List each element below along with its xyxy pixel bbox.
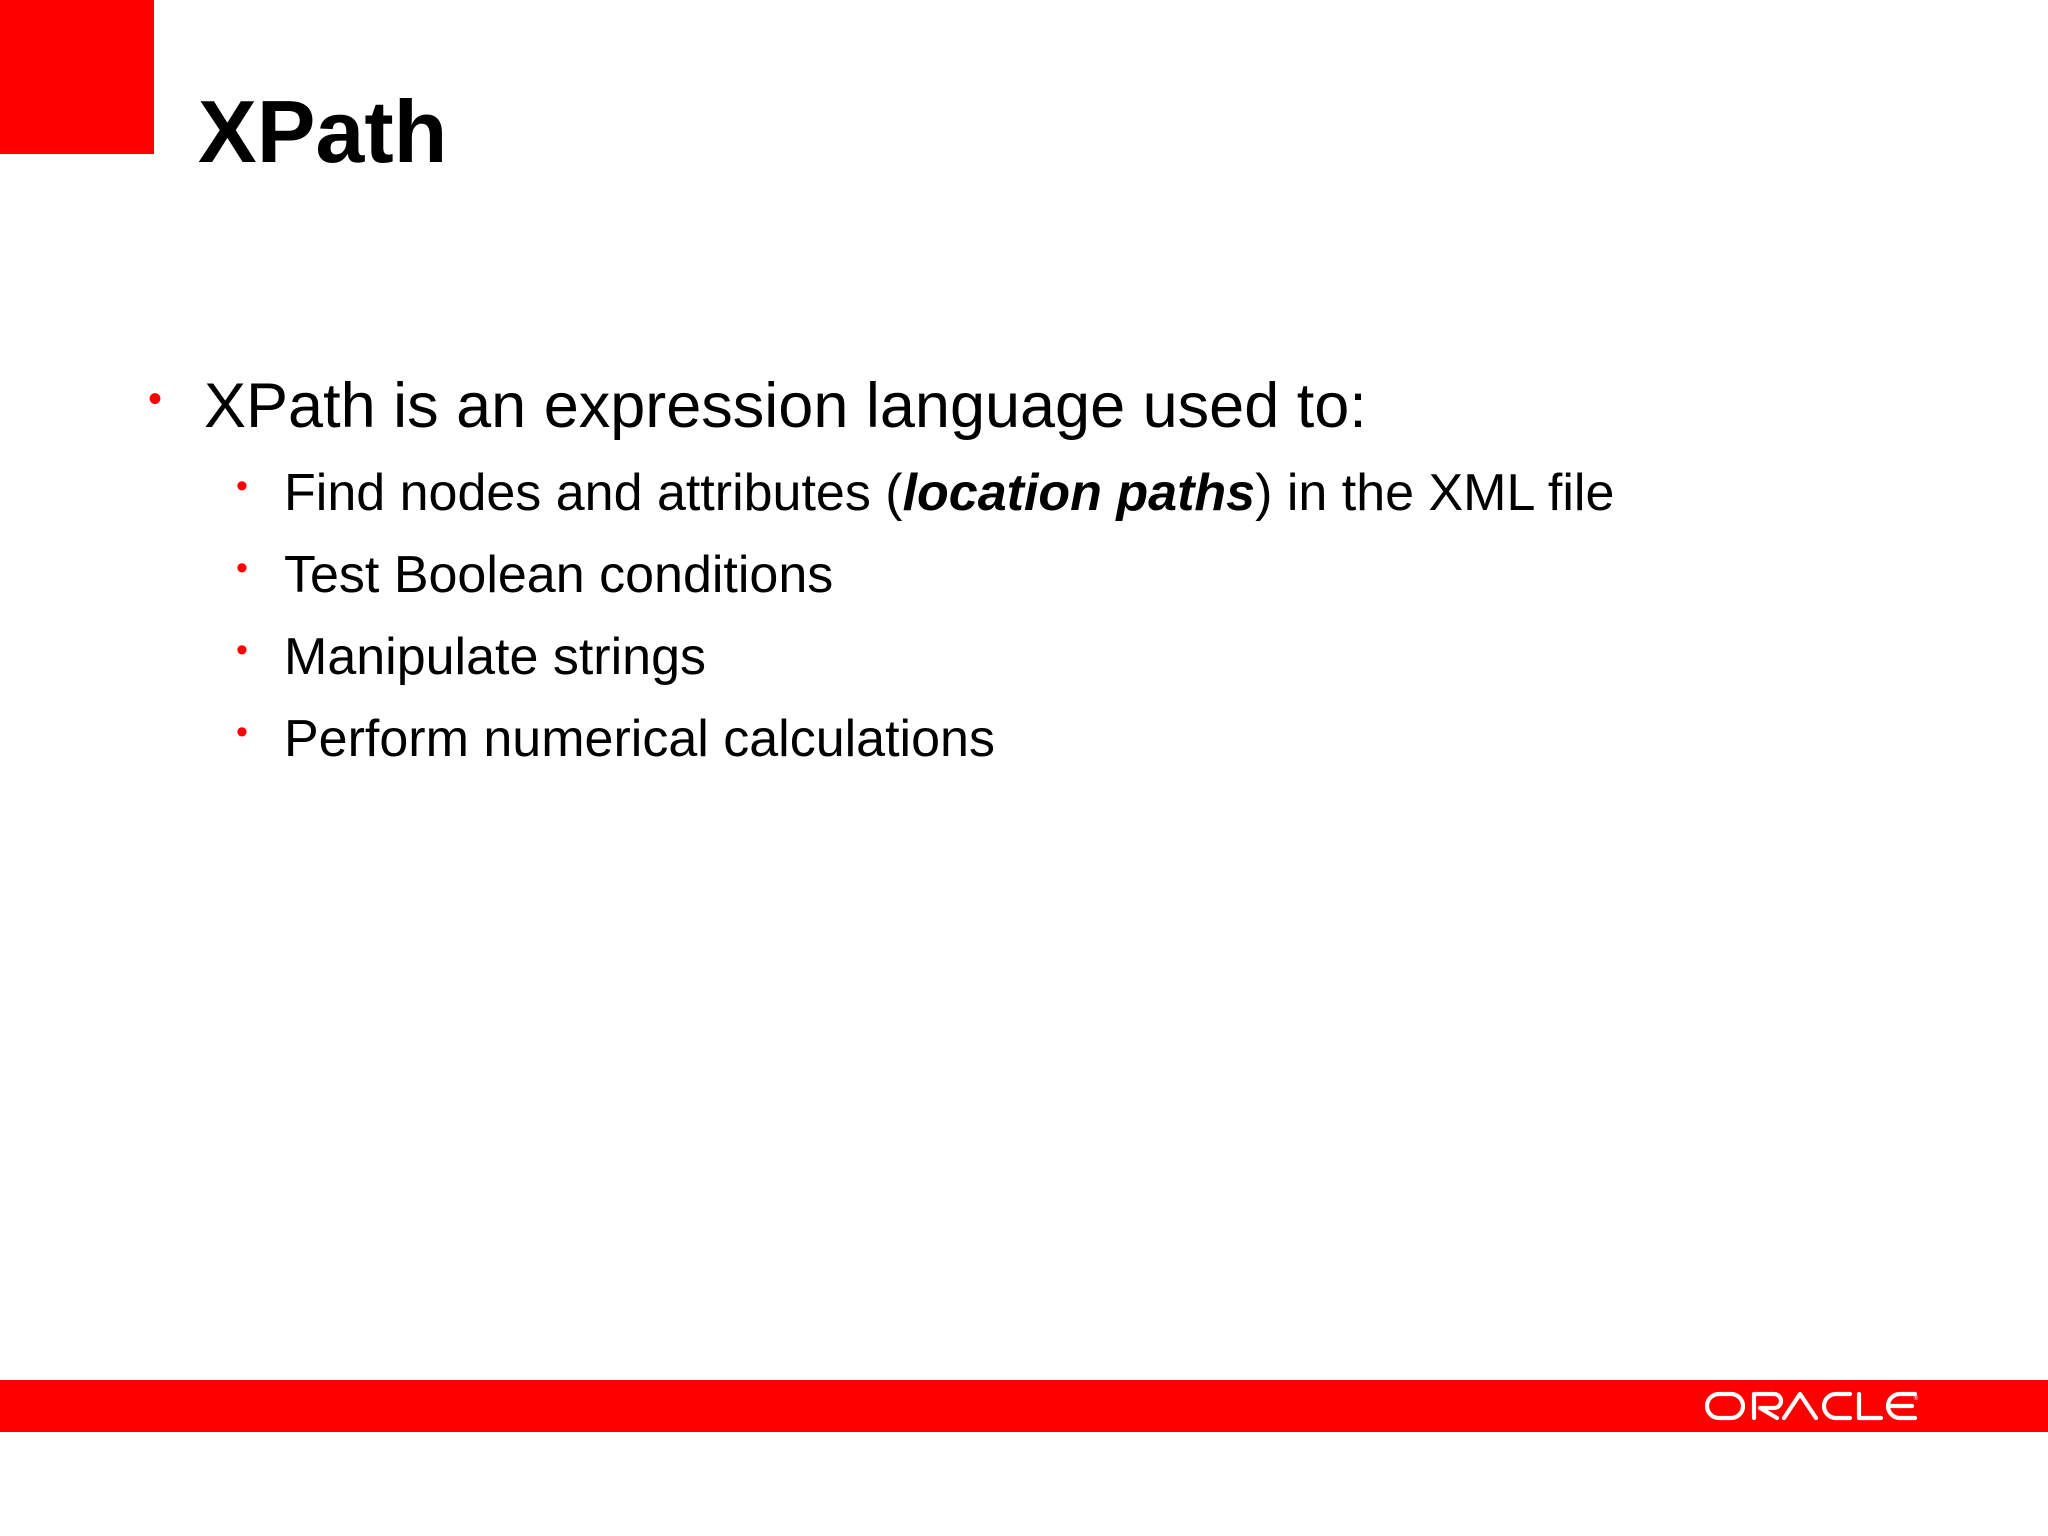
corner-accent-block	[0, 0, 154, 154]
sub-bullet-text: Test Boolean conditions	[284, 546, 834, 604]
sub-bullet-text-after: ) in the XML file	[1255, 464, 1615, 522]
slide-title: XPath	[198, 82, 448, 181]
bullet-dot-icon: •	[236, 467, 248, 505]
svg-text:®: ®	[1913, 1395, 1919, 1402]
sub-bullet-emphasis: location paths	[902, 464, 1256, 522]
bullet-dot-icon: •	[148, 377, 163, 421]
sub-bullet-text-before: Find nodes and attributes (	[284, 464, 903, 522]
slide-content	[148, 366, 1968, 780]
bullet-dot-icon: •	[236, 631, 248, 669]
sub-bullet-text: Perform numerical calculations	[284, 710, 995, 768]
sub-bullet-text: Manipulate strings	[284, 628, 706, 686]
oracle-logo-icon	[1704, 1391, 1920, 1421]
oracle-logo	[1704, 1380, 1920, 1432]
bullet-item	[148, 366, 1968, 446]
sub-bullet-item	[236, 616, 1968, 698]
sub-bullet-item	[236, 452, 1968, 534]
sub-bullet-list	[148, 452, 1968, 780]
sub-bullet-item	[236, 698, 1968, 780]
sub-bullet-item	[236, 534, 1968, 616]
bullet-dot-icon: •	[236, 549, 248, 587]
bullet-text: XPath is an expression language used to:	[204, 371, 1367, 441]
footer-bar	[0, 1380, 2048, 1432]
bullet-dot-icon: •	[236, 713, 248, 751]
